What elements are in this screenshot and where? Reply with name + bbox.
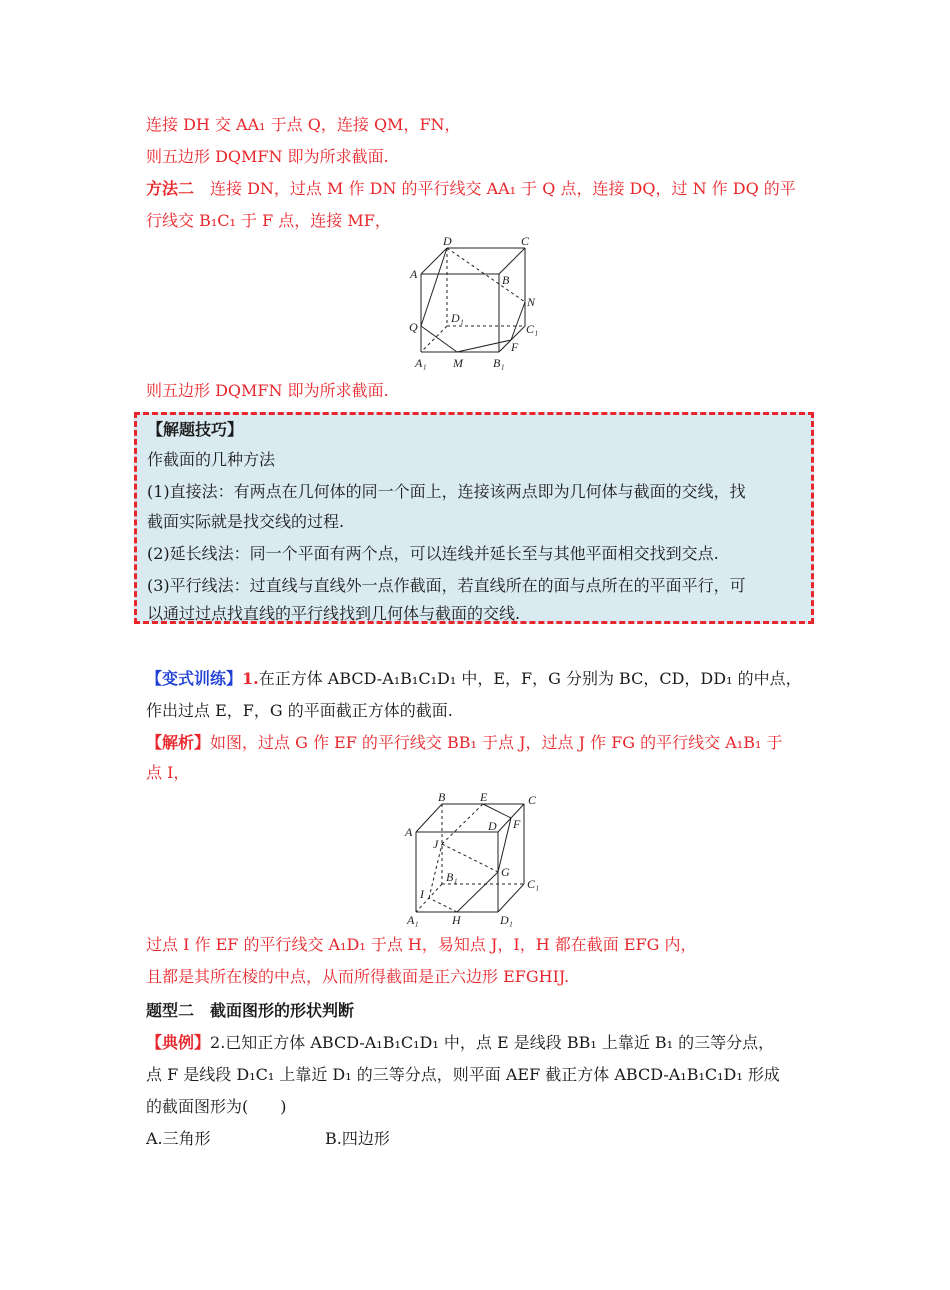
fig1-edge-BC: [499, 248, 525, 274]
fig2-label-E: E: [480, 790, 488, 804]
fig1-label-M: M: [453, 356, 463, 370]
example-option-a: A.三角形: [146, 1129, 211, 1148]
method2-conclusion: 则五边形 DQMFN 即为所求截面.: [146, 381, 389, 400]
analysis-line3: 过点 I 作 EF 的平行线交 A₁D₁ 于点 H，易知点 J，I，H 都在截面 EFG 内，: [146, 935, 697, 954]
fig2-label-H: H: [452, 913, 461, 927]
fig2-section-HI: [429, 898, 457, 912]
method1-line1: 连接 DH 交 AA₁ 于点 Q，连接 QM，FN，: [146, 115, 461, 134]
fig2-section-GH: [457, 872, 498, 912]
fig1-label-D1: D₁: [451, 311, 464, 325]
section2-title: 题型二 截面图形的形状判断: [146, 1001, 355, 1020]
fig1-section-QM: [421, 326, 457, 352]
fig1-section-FN: [511, 302, 525, 340]
fig1-label-N: N: [527, 295, 536, 309]
tips-item3-line2: 以通过过点找直线的平行线找到几何体与截面的交线.: [147, 604, 521, 623]
exercise-number: 1.: [242, 669, 259, 688]
analysis-text1: 如图，过点 G 作 EF 的平行线交 BB₁ 于点 J，过点 J 作 FG 的平行线交 A₁B₁ 于: [210, 733, 783, 752]
fig1-label-A1: A₁: [415, 356, 427, 370]
fig1-label-C1: C₁: [526, 322, 539, 336]
tips-title: 【解题技巧】: [147, 420, 244, 439]
fig2-label-B: B: [438, 790, 446, 804]
fig2-label-C1: C₁: [527, 877, 540, 891]
example-label: 【典例】: [146, 1033, 211, 1052]
fig2-label-A: A: [405, 825, 413, 839]
figure2-cube-diagram: [400, 790, 560, 930]
tips-subtitle: 作截面的几种方法: [147, 450, 276, 469]
analysis-label: 【解析】: [146, 733, 211, 752]
analysis-line4: 且都是其所在棱的中点，从而所得截面是正六边形 EFGHIJ.: [146, 967, 570, 986]
fig1-label-Q: Q: [409, 320, 418, 334]
method2-line2: 行线交 B₁C₁ 于 F 点，连接 MF，: [146, 211, 391, 230]
fig2-edge-D1C1: [498, 884, 524, 912]
exercise-line1: [146, 668, 802, 690]
tips-item2: (2)延长线法：同一个平面有两个点，可以连线并延长至与其他平面相交找到交点.: [147, 544, 719, 563]
exercise-label: 【变式训练】: [146, 669, 243, 688]
fig2-section-EF: [483, 804, 511, 818]
fig2-label-C: C: [528, 793, 537, 807]
figure1-svg: [405, 234, 555, 374]
figure2-svg: [400, 790, 560, 930]
fig2-label-J: J: [433, 837, 439, 851]
example-line2: 点 F 是线段 D₁C₁ 上靠近 D₁ 的三等分点，则平面 AEF 截正方体 ABCD-A₁B₁C₁D₁ 形成: [146, 1065, 780, 1084]
exercise-line2: 作出过点 E，F，G 的平面截正方体的截面.: [146, 701, 453, 720]
fig2-hidden-JG: [442, 844, 498, 872]
fig2-label-D1: D₁: [500, 913, 513, 927]
fig1-label-C: C: [521, 234, 530, 248]
fig2-label-B1: B₁: [446, 870, 458, 884]
example-line3: 的截面图形为( ): [146, 1097, 287, 1116]
fig1-section-DN: [447, 248, 525, 302]
fig2-section-JE: [442, 804, 483, 844]
fig2-edge-BA: [416, 804, 442, 832]
exercise-text1: 在正方体 ABCD-A₁B₁C₁D₁ 中，E，F，G 分别为 BC，CD，DD₁ 的中点，: [258, 669, 802, 688]
example-option-b: B.四边形: [325, 1129, 390, 1148]
example-line1: [146, 1032, 774, 1054]
fig2-label-D: D: [488, 819, 497, 833]
tips-item1-line2: 截面实际就是找交线的过程.: [147, 512, 345, 531]
fig1-hidden-D1A1: [421, 326, 447, 352]
fig2-label-F: F: [513, 817, 521, 831]
fig2-label-A1: A₁: [407, 913, 419, 927]
method2-label: 方法二: [146, 179, 195, 198]
fig1-label-D: D: [443, 234, 452, 248]
analysis-line2: 点 I，: [146, 763, 190, 782]
fig1-label-A: A: [410, 267, 418, 281]
fig1-label-B: B: [502, 273, 510, 287]
tips-item1-line1: (1)直接法：有两点在几何体的同一个面上，连接该两点即为几何体与截面的交线，找: [147, 482, 746, 501]
analysis-line1: [146, 732, 782, 754]
fig1-label-F: F: [511, 340, 519, 354]
tips-box: [134, 412, 814, 624]
fig1-section-MF: [457, 340, 511, 352]
fig2-label-I: I: [420, 887, 424, 901]
fig2-section-FG: [498, 818, 511, 872]
fig1-section-DQ: [421, 248, 447, 326]
method2-text1: 连接 DN，过点 M 作 DN 的平行线交 AA₁ 于 Q 点，连接 DQ，过 N 作 DQ 的平: [194, 179, 796, 198]
fig1-label-B1: B₁: [493, 356, 505, 370]
method2-line1: [146, 178, 796, 200]
method1-line2: 则五边形 DQMFN 即为所求截面.: [146, 147, 389, 166]
fig2-section-IJ: [429, 844, 442, 898]
fig2-label-G: G: [501, 865, 510, 879]
example-text1: 2.已知正方体 ABCD-A₁B₁C₁D₁ 中，点 E 是线段 BB₁ 上靠近 B₁ 的三等分点，: [210, 1033, 775, 1052]
tips-item3-line1: (3)平行线法：过直线与直线外一点作截面，若直线所在的面与点所在的平面平行，可: [147, 576, 746, 595]
figure1-cube-diagram: [405, 234, 555, 374]
